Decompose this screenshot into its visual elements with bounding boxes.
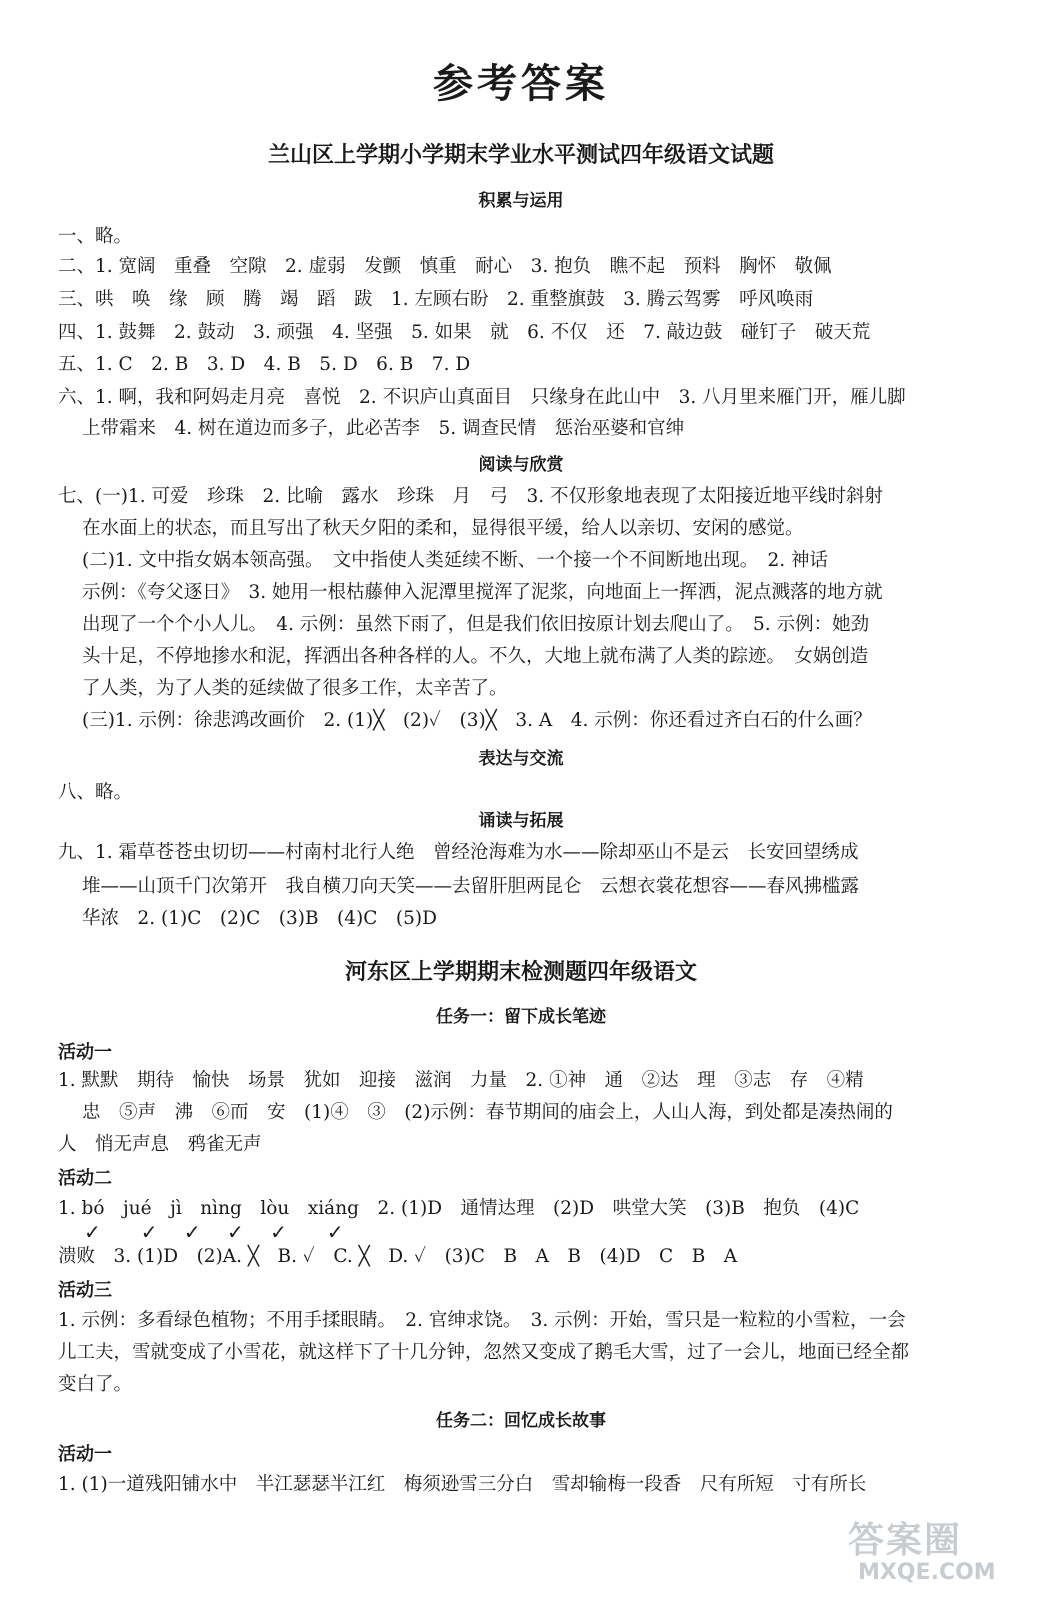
section1-sub3: 表达与交流 — [478, 749, 564, 769]
watermark-text: 答案圈 — [848, 1520, 963, 1561]
answer-line: 上带霜来 4. 树在道边而多子，此必苦李 5. 调查民情 惩治巫婆和官绅 — [82, 418, 685, 439]
activity-label: 活动二 — [58, 1168, 112, 1189]
answer-line: (二)1. 文中指女娲本领高强。 文中指使人类延续不断、一个接一个不间断地出现。 2. 神话 — [82, 550, 829, 571]
task2-heading: 任务二：回忆成长故事 — [436, 1411, 606, 1431]
answer-line: 1. 默默 期待 愉快 场景 犹如 迎接 滋润 力量 2. ①神 通 ②达 理 ③志 存 ④精 — [58, 1070, 864, 1091]
page-title: 参考答案 — [433, 61, 609, 107]
watermark-logo — [838, 1512, 1018, 1592]
answer-line: 人 悄无声息 鸦雀无声 — [58, 1134, 262, 1155]
activity-label: 活动一 — [58, 1042, 112, 1063]
answer-line: 二、1. 宽阔 重叠 空隙 2. 虚弱 发颤 慎重 耐心 3. 抱负 瞧不起 预料 胸怀 敬佩 — [58, 256, 832, 277]
section1-sub2: 阅读与欣赏 — [478, 455, 564, 475]
answer-line: 堆——山顶千门次第开 我自横刀向天笑——去留肝胆两昆仑 云想衣裳花想容——春风拂槛露 — [82, 876, 860, 897]
answer-line: 在水面上的状态，而且写出了秋天夕阳的柔和，显得很平缓，给人以亲切、安闲的感觉。 — [82, 518, 804, 539]
answer-line: 变白了。 — [58, 1374, 133, 1395]
answer-line: 1. (1)一道残阳铺水中 半江瑟瑟半江红 梅须逊雪三分白 雪却输梅一段香 尺有所短 寸有所长 — [58, 1474, 867, 1495]
answer-line: 忠 ⑤声 沸 ⑥而 安 (1)④ ③ (2)示例：春节期间的庙会上，人山人海，到处都是凑热闹的 — [82, 1102, 893, 1123]
answer-line: 九、1. 霜草苍苍虫切切——村南村北行人绝 曾经沧海难为水——除却巫山不是云 长安回望绣成 — [58, 842, 859, 863]
activity-label: 活动三 — [58, 1280, 112, 1301]
section1-sub1: 积累与运用 — [478, 191, 564, 211]
answer-line: 三、哄 唤 缘 顾 腾 竭 蹈 跋 1. 左顾右盼 2. 重整旗鼓 3. 腾云驾雾 呼风唤雨 — [58, 289, 814, 310]
answer-line: 四、1. 鼓舞 2. 鼓动 3. 顽强 4. 坚强 5. 如果 就 6. 不仅 还 7. 敲边鼓 碰钉子 破天荒 — [58, 322, 871, 343]
answer-line: 示例：《夸父逐日》 3. 她用一根枯藤伸入泥潭里搅浑了泥浆，向地面上一挥洒，泥点溅落的地方就 — [82, 582, 883, 603]
activity-label: 活动一 — [58, 1444, 112, 1465]
answer-line: 七、(一)1. 可爱 珍珠 2. 比喻 露水 珍珠 月 弓 3. 不仅形象地表现了太阳接近地平线时斜射 — [58, 486, 884, 507]
answer-line: 1. bó jué jì nìng lòu xiáng 2. (1)D 通情达理 (2)D 哄堂大笑 (3)B 抱负 (4)C — [58, 1198, 860, 1219]
answer-line: 六、1. 啊，我和阿妈走月亮 喜悦 2. 不识庐山真面目 只缘身在此山中 3. 八月里来雁门开，雁儿脚 — [58, 387, 906, 408]
answer-line: 五、1. C 2. B 3. D 4. B 5. D 6. B 7. D — [58, 354, 471, 375]
answer-line: 了人类，为了人类的延续做了很多工作，太辛苦了。 — [82, 678, 508, 699]
answer-line: 儿工夫，雪就变成了小雪花，就这样下了十几分钟，忽然又变成了鹅毛大雪，过了一会儿，地面已经全都 — [58, 1342, 910, 1363]
check-marks: ✓ ✓ ✓ ✓ ✓ ✓ — [84, 1220, 344, 1244]
watermark-url: MXQE.COM — [858, 1560, 996, 1585]
answer-line: 八、略。 — [58, 782, 133, 803]
section2-heading: 河东区上学期期末检测题四年级语文 — [344, 960, 697, 985]
answer-line: 一、略。 — [58, 226, 133, 247]
answer-line: 头十足，不停地掺水和泥，挥洒出各种各样的人。不久，大地上就布满了人类的踪迹。 女娲创造 — [82, 646, 869, 667]
section1-heading: 兰山区上学期小学期末学业水平测试四年级语文试题 — [267, 143, 774, 168]
answer-line: 出现了一个个小人儿。 4. 示例：虽然下雨了，但是我们依旧按原计划去爬山了。 5. 示例：她劲 — [82, 614, 870, 635]
section1-sub4: 诵读与拓展 — [478, 811, 564, 831]
answer-line: 华浓 2. (1)C (2)C (3)B (4)C (5)D — [82, 908, 437, 929]
answer-line: 溃败 3. (1)D (2)A. ╳ B. ✓ C. ╳ D. ✓ (3)C B A B (4)D C B A — [58, 1246, 738, 1267]
answer-line: 1. 示例：多看绿色植物；不用手揉眼睛。 2. 官绅求饶。 3. 示例：开始，雪只是一粒粒的小雪粒，一会 — [58, 1310, 906, 1331]
task1-heading: 任务一：留下成长笔迹 — [436, 1007, 606, 1027]
answer-line: (三)1. 示例：徐悲鸿改画价 2. (1)╳ (2)✓ (3)╳ 3. A 4. 示例：你还看过齐白石的什么画？ — [82, 710, 872, 731]
